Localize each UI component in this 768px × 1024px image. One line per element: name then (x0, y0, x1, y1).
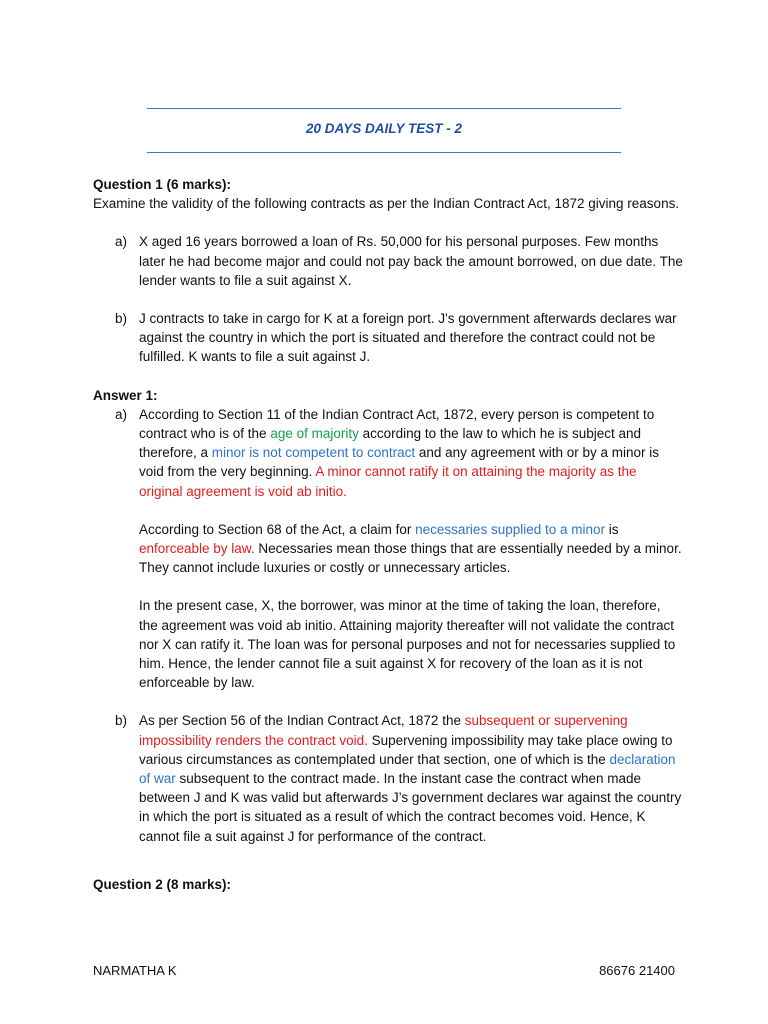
text-run: according to the law to which he is subject and therefore, a (139, 426, 642, 461)
text-run: As per Section 56 of the Indian Contract Act, 1872 the (139, 713, 465, 729)
highlight-declaration-of-war: declaration of war (139, 751, 676, 787)
answer-1-part-b-text (139, 711, 683, 845)
highlight-age-of-majority: age of majority (270, 426, 359, 442)
list-label: a) (115, 406, 128, 422)
answer-1-part-a (93, 405, 683, 693)
text-run: Supervening impossibility may take place owing to various circumstances as contemplated under that section, one of which is the (139, 732, 673, 767)
text-run: is (605, 521, 619, 537)
list-label: b) (115, 713, 128, 729)
document-body (93, 175, 683, 894)
question-1-part-a-text: X aged 16 years borrowed a loan of Rs. 50,000 for his personal purposes. Few months later he had become major and could not pay back the amount borrowed, on due date. The lender wants to file a suit against X. (139, 234, 683, 288)
question-1-part-a (93, 232, 683, 290)
answer-1-part-b (93, 711, 683, 845)
highlight-minor-cannot-ratify: A minor cannot ratify it on attaining the majority as the original agreement is void ab initio. (139, 464, 637, 499)
header-rule-top (147, 108, 621, 109)
text-run: subsequent to the contract made. In the instant case the contract when made between J and K was valid but afterwards J’s government declares war against the country in which the port is situated as a result of which the contract becomes void. Hence, K cannot file a suit against J for performance of the contract. (139, 771, 682, 844)
highlight-supervening-impossibility: subsequent or supervening impossibility renders the contract void. (139, 713, 628, 748)
text-run: Necessaries mean those things that are essentially needed by a minor. They cannot include luxuries or costly or unnecessary articles. (139, 541, 682, 576)
question-1-intro: Examine the validity of the following contracts as per the Indian Contract Act, 1872 giving reasons. (93, 196, 680, 212)
answer-1-part-a-para-1 (139, 405, 683, 501)
question-1-part-b (93, 309, 683, 367)
answer-1-part-a-para-2 (139, 520, 683, 578)
document-title: 20 DAYS DAILY TEST - 2 (305, 121, 463, 136)
highlight-necessaries: necessaries supplied to a minor (415, 521, 606, 537)
header-rule-bottom (147, 152, 621, 153)
footer-phone: 86676 21400 (599, 963, 675, 978)
footer-name: NARMATHA K (93, 963, 177, 978)
highlight-minor-not-competent: minor is not competent to contract (211, 445, 416, 461)
answer-1-heading: Answer 1: (93, 387, 158, 403)
question-1-part-b-text: J contracts to take in cargo for K at a foreign port. J's government afterwards declares war against the country in which the port is situated and therefore the contract could not be fulfilled. K wants to file a suit against J. (139, 311, 677, 365)
answer-1-part-a-para-3: In the present case, X, the borrower, was minor at the time of taking the loan, therefore, the agreement was void ab initio. Attaining majority thereafter will not validate the contract nor X can ratify it. The loan was for personal purposes and not for necessaries supplied to him. Hence, the lender cannot file a suit against X for recovery of the loan as it is not enforceable by law. (139, 598, 676, 691)
highlight-enforceable: enforceable by law. (139, 541, 255, 557)
question-2-heading: Question 2 (8 marks): (93, 876, 232, 892)
question-1-heading: Question 1 (6 marks): (93, 177, 232, 192)
list-label: a) (115, 234, 128, 250)
text-run: According to Section 68 of the Act, a claim for (139, 521, 416, 537)
text-run: According to Section 11 of the Indian Contract Act, 1872, every person is competent to contract who is of the (139, 406, 655, 442)
text-run: and any agreement with or by a minor is void from the very beginning. (139, 445, 660, 480)
list-label: b) (115, 311, 128, 327)
